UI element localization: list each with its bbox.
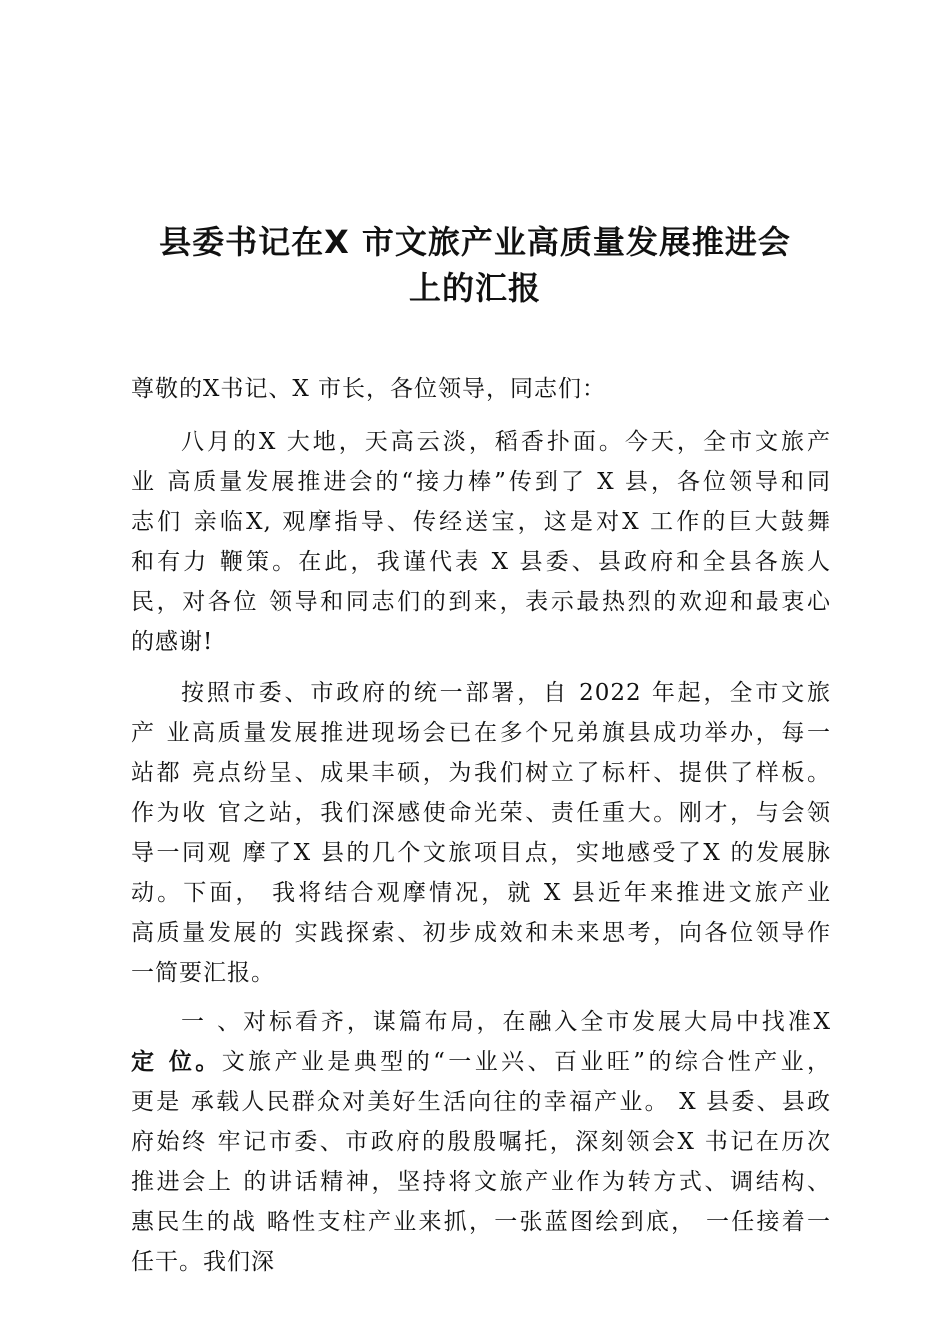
paragraph-line: 和有力 鞭策。在此，我谨代表 X 县委、县政府和全县各族人 [131, 549, 831, 575]
paragraph-line: 惠民生的战 略性支柱产业来抓，一张蓝图绘到底， 一任接着一 [131, 1209, 831, 1235]
document-title [120, 219, 830, 311]
paragraph-welcome [131, 422, 831, 662]
paragraph-line: 产 业高质量发展推进现场会已在多个兄弟旗县成功举办，每一 [131, 720, 831, 746]
paragraph-line: 按照市委、市政府的统一部署，自 2022 年起，全市文旅 [181, 680, 831, 706]
section-heading-line: 一 、对标看齐，谋篇布局，在融入全市发展大局中找准X [181, 1009, 831, 1035]
paragraph-line: 八月的X 大地，天高云淡，稻香扑面。今天，全市文旅产 [181, 429, 831, 455]
title-line-2: 上的汇报 [408, 269, 541, 308]
paragraph-line: 业 高质量发展推进会的“接力棒”传到了 X 县，各位领导和同 [131, 469, 831, 495]
paragraph-line: 的感谢! [131, 629, 214, 655]
paragraph-line: 作为收 官之站，我们深感使命光荣、责任重大。刚才，与会领 [131, 800, 831, 826]
paragraph-background [131, 673, 831, 993]
paragraph-section-one [131, 1002, 831, 1282]
paragraph-line: 导一同观 摩了X 县的几个文旅项目点，实地感受了X 的发展脉 [131, 840, 831, 866]
paragraph-line: 动。下面， 我将结合观摩情况，就 X 县近年来推进文旅产业 [131, 880, 831, 906]
paragraph-line-text: 文旅产业是典型的“一业兴、百业旺”的综合性产业， [221, 1049, 831, 1075]
salutation: 尊敬的X书记、X 市长，各位领导，同志们： [131, 376, 607, 402]
paragraph-line [131, 1042, 831, 1082]
paragraph-line: 志们 亲临X, 观摩指导、传经送宝，这是对X 工作的巨大鼓舞 [131, 509, 831, 535]
section-heading-lead: 定 位。 [131, 1049, 222, 1075]
paragraph-line: 站都 亮点纷呈、成果丰硕，为我们树立了标杆、提供了样板。 [131, 760, 831, 786]
paragraph-line: 民，对各位 领导和同志们的到来，表示最热烈的欢迎和最衷心 [131, 589, 831, 615]
paragraph-line: 任干。我们深 [131, 1249, 275, 1275]
paragraph-line: 推进会上 的讲话精神，坚持将文旅产业作为转方式、调结构、 [131, 1169, 831, 1195]
paragraph-line: 更是 承载人民群众对美好生活向往的幸福产业。 X 县委、县政 [131, 1089, 831, 1115]
paragraph-line: 府始终 牢记市委、市政府的殷殷嘱托，深刻领会X 书记在历次 [131, 1129, 831, 1155]
paragraph-line: 一简要汇报。 [131, 960, 275, 986]
title-line-1: 县委书记在X 市文旅产业高质量发展推进会 [159, 223, 791, 262]
paragraph-line: 高质量发展的 实践探索、初步成效和未来思考，向各位领导作 [131, 920, 831, 946]
